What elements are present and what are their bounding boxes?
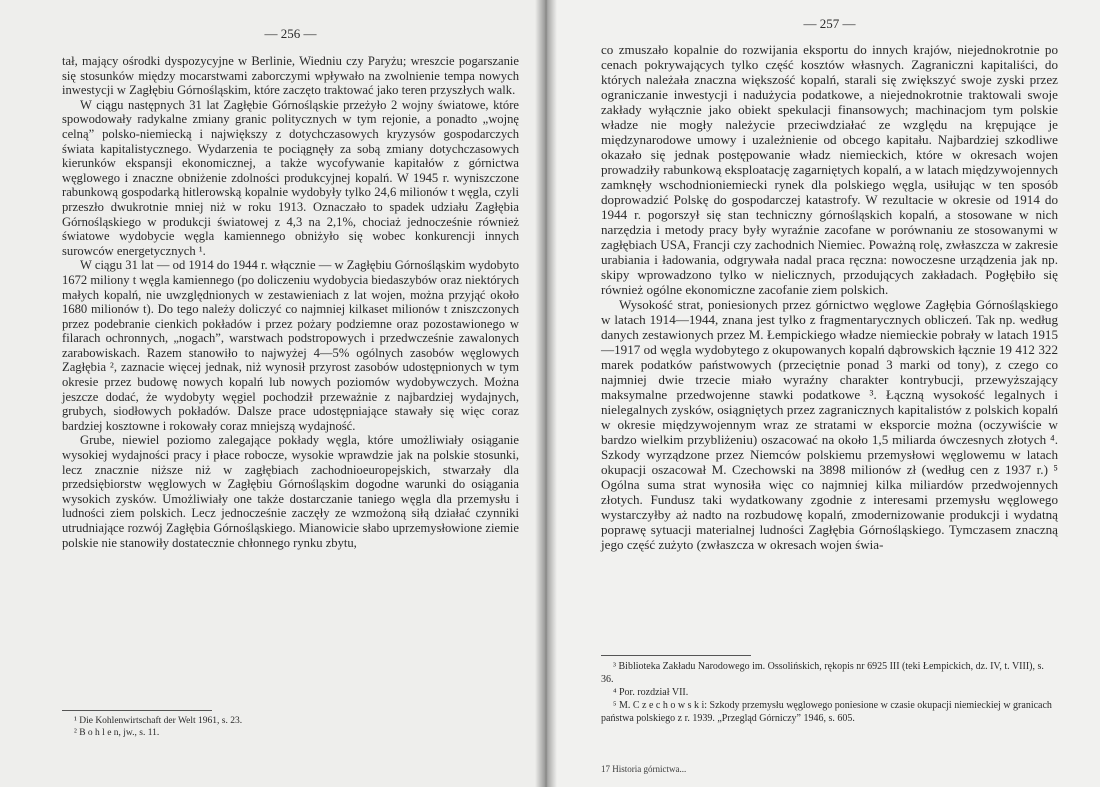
footnotes-right bbox=[601, 655, 1058, 725]
footnote-rule bbox=[601, 655, 751, 656]
footnote: ⁵ M. C z e c h o w s k i: Szkody przemysłu węglowego poniesione w czasie okupacji niemieckiej w granicach państwa polskiego z r. 1939. „Przegląd Górniczy” 1946, s. 605. bbox=[601, 700, 1052, 724]
book-gutter-shadow bbox=[535, 0, 557, 787]
footnotes-left bbox=[62, 710, 519, 739]
paragraph: W ciągu 31 lat — od 1914 do 1944 r. włącznie — w Zagłębiu Górnośląskim wydobyto 1672 miliony t węgla kamiennego (po doliczeniu wydobycia biedaszybów oraz niektórych małych kopalń, nie uwzględnionych w zestawieniach z lat wojen, można przyjąć około 1680 milionów t). Do tego należy doliczyć co najmniej kilkaset milionów t zniszczonych przez podebranie cienkich pokładów i przez pożary podziemne oraz pozostawionego w filarach ochronnych, „nogach”, warstwach podstropowych i przedwcześnie zawalonych zarabowiskach. Razem stanowiło to najwyżej 4—5% ogólnych zasobów węglowych Zagłębia ², zaznacie więcej jednak, niż wynosił przyrost zasobów udostępnionych w tym okresie przez budowę nowych kopalń lub nowych poziomów wydobywczych. Można jeszcze dodać, że wydobyty węgiel pochodził przeważnie z najbardziej wydajnych, grubych, siodłowych pokładów. Dalsze prace udostępniające stawały się więc coraz bardziej kosztowne i rokowały coraz mniejszą wydajność. bbox=[62, 258, 519, 433]
left-page-body bbox=[62, 54, 519, 550]
footnote: ⁴ Por. rozdział VII. bbox=[613, 687, 689, 698]
left-page bbox=[0, 0, 545, 787]
paragraph: W ciągu następnych 31 lat Zagłębie Górnośląskie przeżyło 2 wojny światowe, które spowodowały radykalne zmiany granic politycznych w tym rejonie, a ponadto „wojnę celną” polsko-niemiecką i największy z dotychczasowych kryzysów gospodarczych świata kapitalistycznego. Wydarzenia te pociągnęły za sobą zmiany dotychczasowych kierunków ekspansji ekonomicznej, a także wycofywanie kapitałów z górnictwa węglowego i znaczne obniżenie zdolności produkcyjnej kopalń. W 1945 r. wyniszczone rabunkową gospodarką hitlerowską kopalnie wydobyły tylko 24,6 milionów t węgla, czyli przeszło dwukrotnie mniej niż w roku 1913. Oznaczało to spadek udziału Zagłębia Górnośląskiego w produkcji światowej z 4,3 na 2,1%, chociaż jednocześnie również światowe wydobycie węgla kamiennego obniżyło się wobec konkurencji innych surowców energetycznych ¹. bbox=[62, 97, 519, 258]
paragraph: tał, mający ośrodki dyspozycyjne w Berlinie, Wiedniu czy Paryżu; wreszcie pogarszanie się stosunków między mocarstwami zaborczymi wpływało na zwolnienie tempa nowych inwestycji w Zagłębiu Górnośląskim, które zaczęto traktować jako teren przyszłych walk. bbox=[62, 54, 519, 98]
footnote: ³ Biblioteka Zakładu Narodowego im. Ossolińskich, rękopis nr 6925 III (teki Łempickich, dz. IV, t. VIII), s. 36. bbox=[601, 661, 1044, 685]
page-number-left: — 256 — bbox=[264, 26, 317, 41]
page-number-right: — 257 — bbox=[803, 16, 856, 31]
footnote-rule bbox=[62, 710, 212, 711]
footnote: ² B o h l e n, jw., s. 11. bbox=[74, 728, 160, 738]
paragraph: co zmuszało kopalnie do rozwijania eksportu do innych krajów, niejednokrotnie po cenach pokrywających tylko część kosztów własnych. Zagraniczni kapitaliści, do których należała znaczna większość kopalń, starali się zwiększyć swoje zyski przez ograniczanie inwestycji i nadużycia podatkowe, a niejednokrotnie traktowali swoje zakłady wyłącznie jako obiekt spekulacji finansowych; machinacjom tym polskie władze nie mogły należycie przeciwdziałać ze względu na krępujące je międzynarodowe umowy i uzależnienie od obcego kapitału. Najbardziej szkodliwe okazało się jednak postępowanie władz niemieckich, które w okresach wojen prowadziły rabunkową eksploatację zagarniętych kopalń, a w latach międzywojennych zamknęły wschodnioniemiecki rynek dla polskiego węgla, usiłując w ten sposób doprowadzić Polskę do gospodarczej katastrofy. W rezultacie w okresie od 1914 do 1944 r. pogorszył się stan techniczny górnośląskich kopalń, a stosowane w nich narzędzia i metody pracy były wyraźnie zacofane w porównaniu ze stosowanymi w zagłębiach USA, Francji czy zachodnich Niemiec. Poważną rolę, zwłaszcza w zakresie urabiania i ładowania, odgrywała nadal praca ręczna: nowoczesne urządzenia jak np. skipy wprowadzono tylko w nielicznych, przodujących zakładach. Pogłębiło się również ogólne ekonomiczne zacofanie ziem polskich. bbox=[601, 42, 1058, 297]
paragraph: Grube, niewiel poziomo zalegające pokłady węgla, które umożliwiały osiąganie wysokiej wydajności pracy i płace robocze, wysokie wprawdzie jak na polskie stosunki, lecz znacznie niższe niż w zagłębiach zachodnioeuropejskich, stwarzały dla przedsiębiorstw węglowych w Zagłębiu Górnośląskim dogodne warunki do osiągania wysokich zysków. Umożliwiały one także dostarczanie taniego węgla dla przemysłu i ludności ziem polskich. Lecz jednocześnie zaczęły ze wzmożoną siłą działać czynniki utrudniające rozwój Zagłębia Górnośląskiego. Mianowicie słabo uprzemysłowione ziemie polskie nie stanowiły dostatecznie chłonnego rynku zbytu, bbox=[62, 433, 519, 550]
paragraph: Wysokość strat, poniesionych przez górnictwo węglowe Zagłębia Górnośląskiego w latach 1914—1944, znana jest tylko z fragmentarycznych obliczeń. Tak np. według danych zestawionych przez M. Łempickiego władze niemieckie pobrały w latach 1915—1917 od węgla wydobytego z okupowanych kopalń dąbrowskich łącznie 19 412 322 marek podatków państwowych (przeciętnie ponad 3 marki od tony), z czego co najmniej dwie trzecie miało wyraźny charakter kontrybucji, przewyższający maksymalne przedwojenne stawki podatkowe ³. Łączną wysokość legalnych i nielegalnych zysków, osiągniętych przez zagranicznych kapitalistów z polskich kopalń w okresie międzywojennym wraz ze stratami w eksporcie można (oczywiście w bardzo wielkim przybliżeniu) oszacować na około 1,5 miliarda ówczesnych złotych ⁴. Szkody wyrządzone przez Niemców polskiemu przemysłowi węglowemu w latach okupacji oszacował M. Czechowski na 3898 milionów zł (według cen z 1937 r.) ⁵ Ogólna suma strat wynosiła więc co najmniej kilka miliardów przedwojennych złotych. Fundusz taki wydatkowany zgodnie z interesami przemysłu węglowego wystarczyłby aż nadto na rozbudowę kopalń, zmodernizowanie produkcji i wydatną poprawę sytuacji materialnej ludności Zagłębia Górnośląskiego. Tymczasem znaczną jego część zużyto (zwłaszcza w okresach wojen świa- bbox=[601, 297, 1058, 552]
printer-signature: 17 Historia górnictwa... bbox=[601, 764, 687, 774]
footnote: ¹ Die Kohlenwirtschaft der Welt 1961, s. 23. bbox=[74, 716, 243, 726]
right-page bbox=[545, 0, 1100, 787]
right-page-body bbox=[601, 42, 1058, 552]
